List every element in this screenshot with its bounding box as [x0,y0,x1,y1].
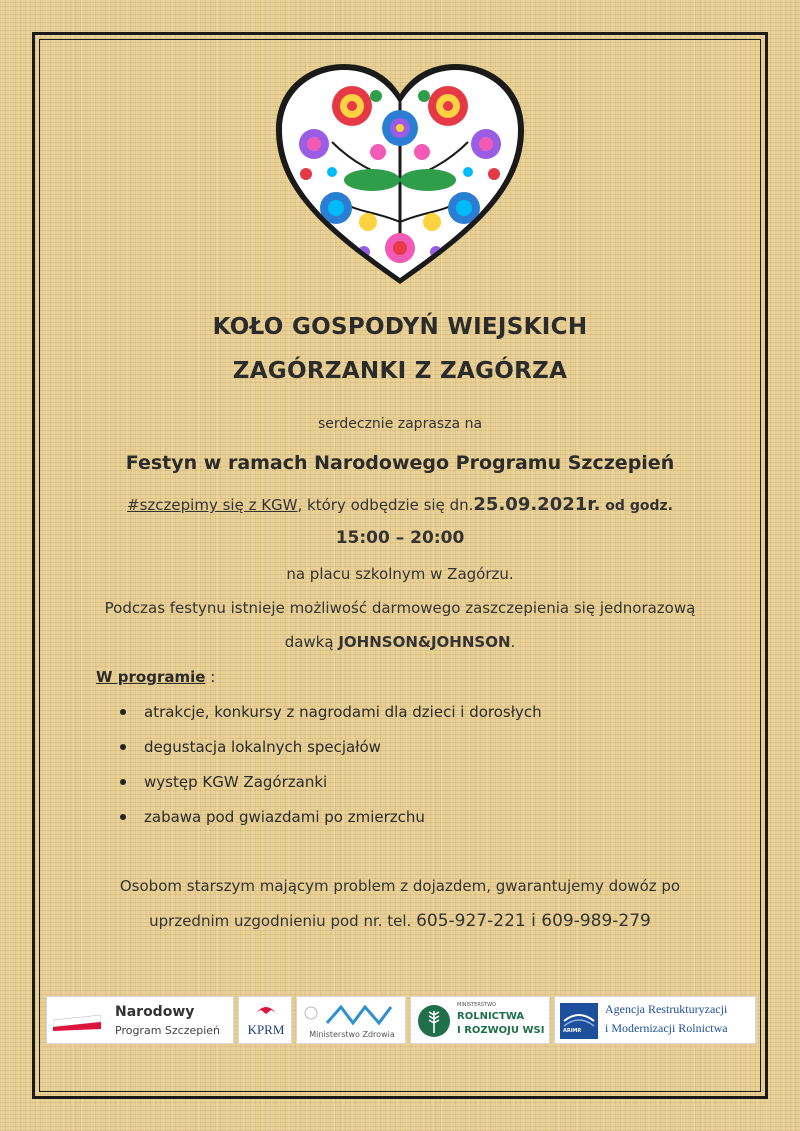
organizer-name-line2: ZAGÓRZANKI Z ZAGÓRZA [232,358,568,384]
time-intro-text: od godz. [600,498,673,514]
phone-separator: i [525,911,542,931]
hashtag-link[interactable]: #szczepimy się z KGW [127,496,298,514]
transport-info-line2 [0,911,800,931]
list-item: występ KGW Zagórzanki [118,770,542,805]
arimr-logo-line2: i Modernizacji Rolnictwa [605,1021,728,1035]
vaccine-info-line1: Podczas festynu istnieje możliwość darmowego zaszczepienia się jednorazową [104,599,696,617]
sponsor-logos-strip [46,996,756,1044]
vaccine-info-prefix: dawką [284,633,339,651]
mz-wave-icon [303,1001,401,1027]
vaccine-info-line2 [0,633,800,651]
event-time: 15:00 – 20:00 [335,528,465,548]
transport-info-line1: Osobom starszym mającym problem z dojazdem, gwarantujemy dowóz po [119,877,681,895]
arimr-mark-text: ARiMR [563,1028,582,1034]
program-heading [96,668,215,686]
mr-logo-line1: ROLNICTWA [457,1011,525,1022]
event-title: Festyn w ramach Narodowego Programu Szczepień [125,452,675,474]
phone-number-1: 605-927-221 [416,911,526,931]
nps-logo-line2: Program Szczepień [115,1024,221,1037]
logo-kprm [238,996,292,1044]
list-item: degustacja lokalnych specjałów [118,735,542,770]
arimr-logo-line1: Agencja Restrukturyzacji [605,1002,728,1016]
program-list [118,700,542,840]
vaccine-info-suffix: . [510,633,516,651]
mr-logo-line2: I ROZWOJU WSI [457,1025,545,1036]
logo-ministerstwo-rolnictwa [410,996,550,1044]
list-item: zabawa pod gwiazdami po zmierzchu [118,805,542,840]
folk-heart-illustration [272,62,528,290]
eagle-icon [255,1002,277,1016]
nps-logo-line1: Narodowy [115,1004,195,1020]
organizer-name-line1: KOŁO GOSPODYŃ WIEJSKICH [212,314,588,340]
flag-stripe-icon [53,1013,101,1031]
list-item: atrakcje, konkursy z nagrodami dla dzieci i dorosłych [118,700,542,735]
mz-logo-text: Ministerstwo Zdrowia [309,1030,395,1039]
transport-info-prefix: uprzednim uzgodnieniu pod nr. tel. [149,912,417,930]
invite-text: serdecznie zaprasza na [317,416,483,432]
mr-logo-small-text: MINISTERSTWO [457,1002,496,1008]
vaccine-brand: JOHNSON&JOHNSON [338,633,511,651]
logo-ministerstwo-zdrowia [296,996,406,1044]
program-label: W programie [96,668,206,686]
wheat-icon [417,1003,451,1039]
event-date-line [0,494,800,515]
logo-narodowy-program-szczepien [46,996,234,1044]
program-colon: : [205,668,216,686]
event-date: 25.09.2021r. [473,494,601,515]
event-place: na placu szkolnym w Zagórzu. [286,565,514,583]
date-intro-text: , który odbędzie się dn. [297,496,474,514]
logo-arimr [554,996,756,1044]
kprm-logo-text: KPRM [247,1022,285,1037]
phone-number-2: 609-989-279 [541,911,651,931]
